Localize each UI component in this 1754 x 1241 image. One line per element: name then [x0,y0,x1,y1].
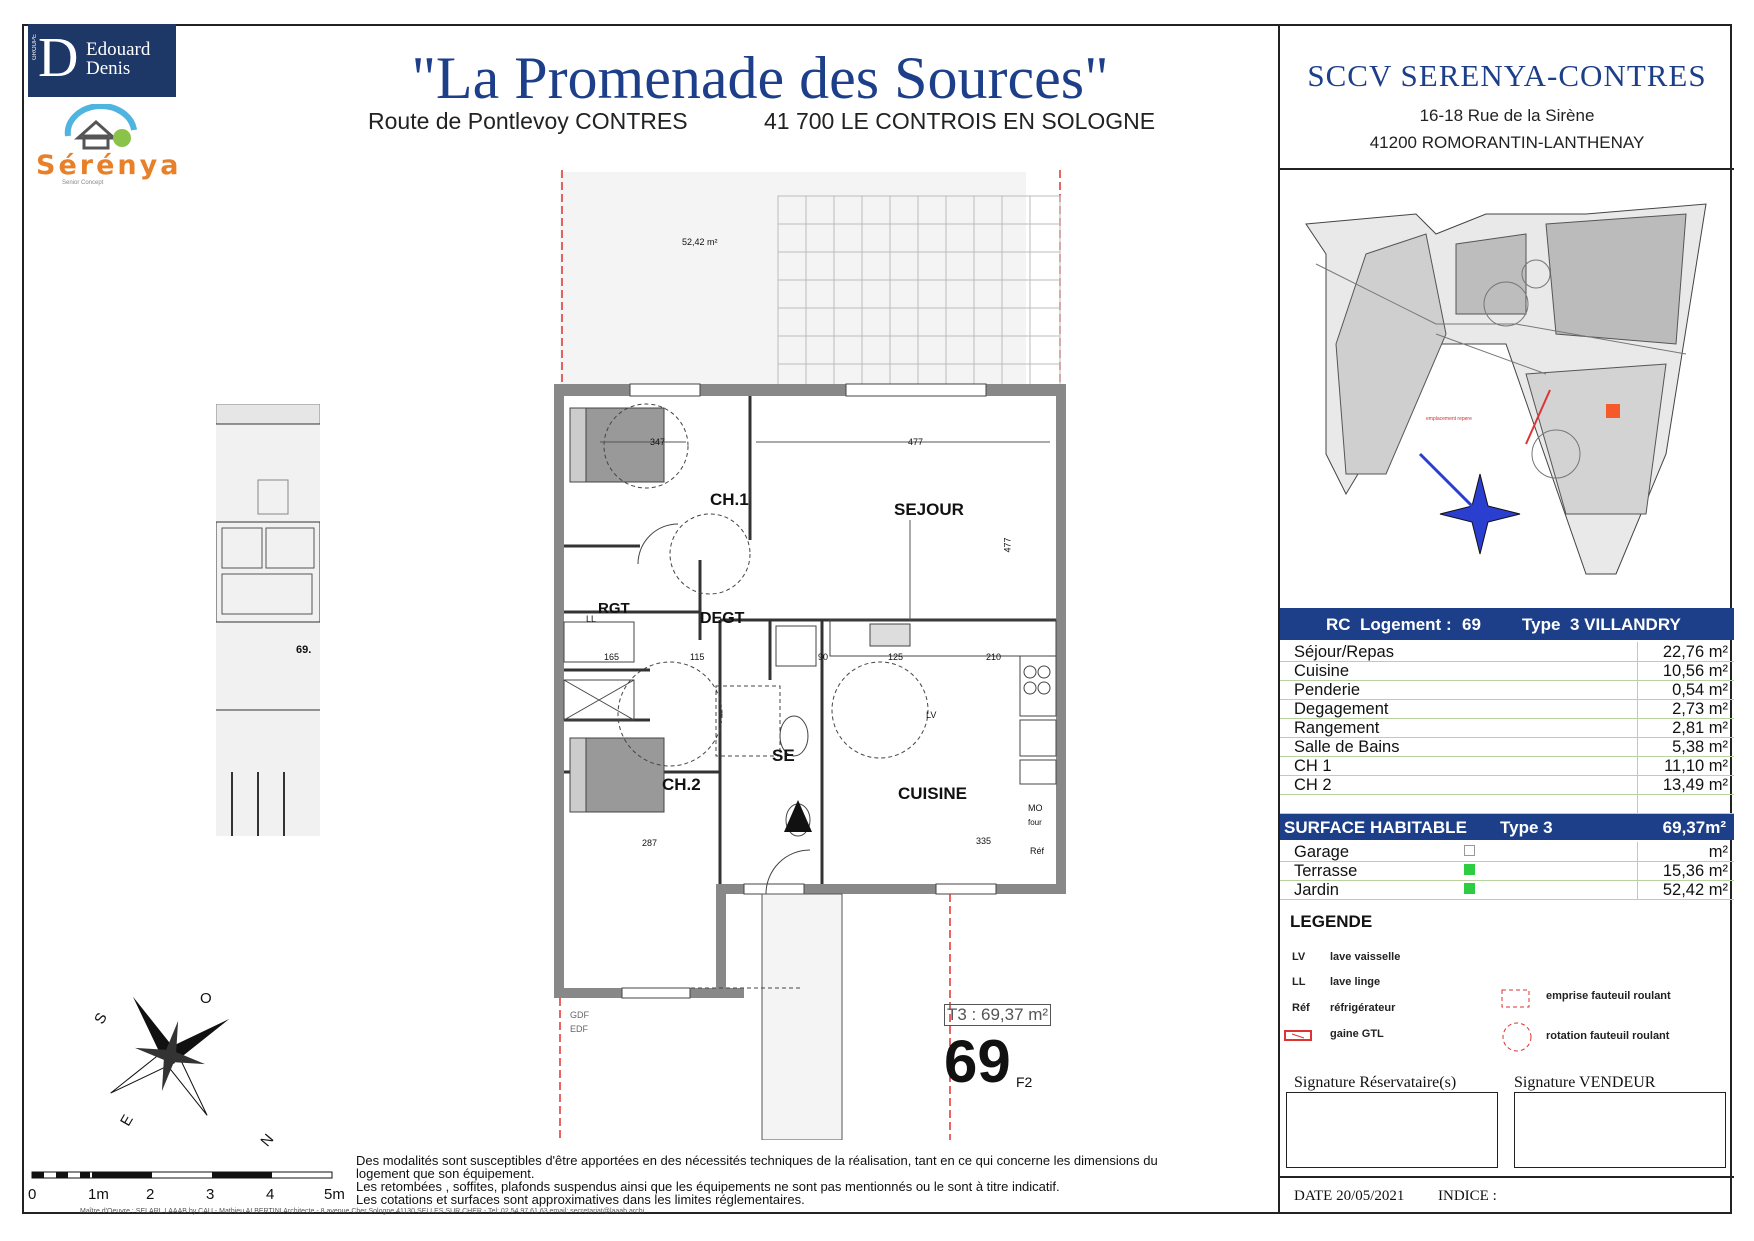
address-city: 41 700 LE CONTROIS EN SOLOGNE [764,108,1156,134]
floor-plan [540,160,1080,1140]
key-plan-lot-label: 69. [296,644,312,656]
appliance-four: four [1028,818,1042,827]
legend-text-gtl: gaine GTL [1330,1028,1384,1040]
company-city: 41200 ROMORANTIN-LANTHENAY [1369,133,1645,152]
serenya-subtitle: Senior Concept [62,180,104,186]
surface-row: Salle de Bains 5,38 m² [1280,737,1734,757]
signature-vendeur-box[interactable] [1514,1092,1726,1168]
compass-s: S [91,1009,111,1028]
room-rgt: RGT [598,600,630,617]
signature-vendeur-label: Signature VENDEUR [1514,1074,1656,1091]
surface-row: Rangement 2,81 m² [1280,718,1734,738]
appliance-ll: LL [586,614,597,624]
surface-row: Cuisine 10,56 m² [1280,661,1734,681]
page-title: "La Promenade des Sources" [411,45,1109,111]
dim-287: 287 [642,838,658,848]
surface-row: CH 2 13,49 m² [1280,775,1734,795]
legend-emprise: emprise fauteuil roulant [1546,990,1671,1002]
annex-row-garage: Garage m² [1280,842,1734,862]
legend-rotation: rotation fauteuil roulant [1546,1030,1670,1042]
info-panel [1278,24,1732,1214]
dim-165: 165 [604,652,620,662]
gaine-gtl-icon [1284,1030,1314,1042]
scale-tick-1: 1m [88,1186,109,1203]
scale-bar [30,1168,340,1184]
dim-125: 125 [888,652,904,662]
garage-checkbox [1464,845,1475,856]
scale-tick-2: 2 [146,1186,155,1203]
room-sejour: SEJOUR [894,500,964,519]
garden-area: 52,42 m² [682,237,718,247]
legend-title: LEGENDE [1290,912,1373,931]
dim-115: 115 [690,652,705,662]
annex-row-jardin: Jardin 52,42 m² [1280,880,1734,900]
dim-477-v: 477 [1002,537,1013,553]
scale-tick-5: 5m [324,1186,345,1203]
surface-habitable-bar: SURFACE HABITABLE Type 3 69,37m² [1280,814,1734,840]
legend-code-ll: LL [1292,976,1306,988]
surface-row: Degagement 2,73 m² [1280,699,1734,719]
legend-text-ll: lave linge [1330,976,1381,988]
room-degt: DEGT [700,610,745,627]
appliance-mo: MO [1028,803,1043,813]
date-label: DATE 20/05/2021 [1294,1188,1405,1204]
dim-477-h: 477 [908,437,924,447]
disclaimer: Des modalités sont susceptibles d'être apportées en des nécessités techniques de la réalisation, tant en ce qui concerne les dimensions du logement que son équipement. Les retombées , soffites, plafonds suspendus ainsi que les équipements ne sont pas mentionnés ou le sont à titre indicatif. Les cotations et surfaces sont approximatives dans les limites réglementaires. [356,1153,1158,1207]
address-street: Route de Pontlevoy CONTRES [368,108,688,134]
room-ch2: CH.2 [662,775,701,794]
gdf-label: GDF [570,1010,589,1020]
site-plan-annotation: emplacement repere [1426,416,1472,422]
scale-tick-0: 0 [28,1186,37,1203]
compass-n: N [257,1130,278,1151]
emprise-icon [1500,988,1532,1010]
signature-reservataire-label: Signature Réservataire(s) [1294,1074,1457,1091]
appliance-ref: Réf [1030,846,1045,856]
surface-row: Penderie 0,54 m² [1280,680,1734,700]
company-street: 16-18 Rue de la Sirène [1419,106,1595,125]
plan-lot-number: 69 [944,1028,1011,1095]
annex-row-terrasse: Terrasse 15,36 m² [1280,861,1734,881]
surface-row: CH 1 11,10 m² [1280,756,1734,776]
legend-text-lv: lave vaisselle [1330,951,1401,963]
surface-row-empty [1280,794,1734,814]
edf-label: EDF [570,1024,588,1034]
dim-335: 335 [976,836,992,846]
serenya-house-icon [62,104,142,152]
footer-credits: Maître d'Oeuvre : SELARL LAAAB by CAU - Mathieu ALBERTINI Architecte - 8 avenue Cher Sologne 41130 SELLES SUR CHER - Tel: 02 54 97 61 63 email: secretariat@laaab.archi [80,1208,645,1215]
terrasse-checkbox [1464,864,1475,875]
plan-summary: T3 : 69,37 m² [944,1004,1051,1026]
dim-90: 90 [818,652,829,662]
compass-o: O [200,990,212,1007]
legend-code-ref: Réf [1292,1002,1310,1014]
indice-label: INDICE : [1438,1188,1497,1204]
key-plan [216,404,320,836]
jardin-checkbox [1464,883,1475,894]
room-se: SE [772,746,795,765]
surface-row: Séjour/Repas 22,76 m² [1280,642,1734,662]
dim-210: 210 [986,652,1002,662]
serenya-logo-text: Sérénya [36,150,182,181]
scale-tick-4: 4 [266,1186,275,1203]
edouard-denis-logo: D GROUPE Edouard Denis [28,24,176,97]
room-cuisine: CUISINE [898,784,967,803]
appliance-lv: LV [926,710,937,720]
scale-tick-3: 3 [206,1186,215,1203]
logo-groupe: GROUPE [32,34,38,61]
room-ch1: CH.1 [710,490,749,509]
legend-code-lv: LV [1292,951,1306,963]
signature-reservataire-box[interactable] [1286,1092,1498,1168]
dim-347: 347 [650,437,666,447]
lot-header: RC Logement : 69 Type 3 VILLANDRY [1280,608,1734,640]
company-name: SCCV SERENYA-CONTRES [1307,58,1707,93]
logo-text: Edouard Denis [86,39,151,79]
rotation-icon [1500,1020,1534,1054]
site-plan-map [1286,194,1726,614]
plan-lot-suffix: F2 [1016,1074,1033,1090]
compass-e: E [117,1111,137,1130]
legend-text-ref: réfrigérateur [1330,1002,1396,1014]
